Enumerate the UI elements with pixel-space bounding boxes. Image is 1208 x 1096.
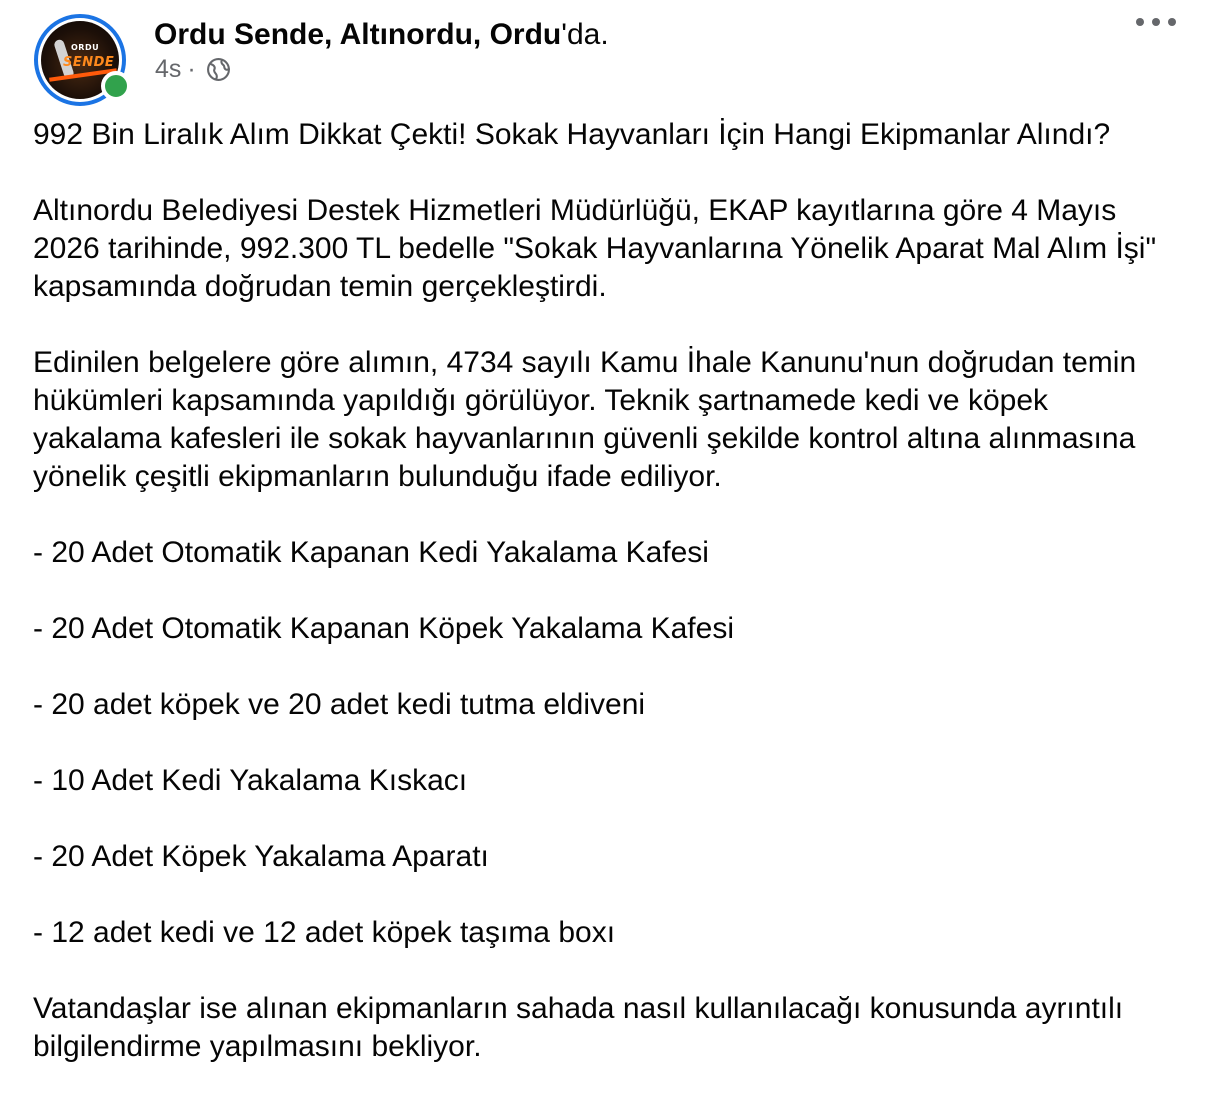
- meta-separator: ·: [187, 54, 196, 83]
- list-item: - 20 Adet Köpek Yakalama Aparatı: [33, 840, 489, 873]
- avatar-logo-text-top: ORDU: [71, 43, 100, 52]
- location-suffix: 'da.: [561, 18, 609, 51]
- location-link[interactable]: Altınordu, Ordu: [339, 18, 562, 51]
- dot: [1168, 18, 1176, 26]
- post-paragraph-1: Altınordu Belediyesi Destek Hizmetleri Müdürlüğü, EKAP kayıtlarına göre 4 Mayıs 2026 tarihinde, 992.300 TL bedelle "Sokak Hayvanlarına Yönelik Aparat Mal Alım İşi" kapsamında doğrudan temin gerçekleştirdi.: [33, 194, 1165, 303]
- list-item: - 20 Adet Otomatik Kapanan Köpek Yakalama Kafesi: [33, 612, 734, 645]
- globe-icon[interactable]: [206, 57, 231, 82]
- dot: [1136, 18, 1144, 26]
- online-status-indicator: [101, 71, 131, 101]
- post-meta: [155, 54, 231, 84]
- post-title: 992 Bin Liralık Alım Dikkat Çekti! Sokak Hayvanları İçin Hangi Ekipmanlar Alındı?: [33, 118, 1111, 151]
- post-header: [0, 0, 1208, 110]
- list-item: - 20 Adet Otomatik Kapanan Kedi Yakalama Kafesi: [33, 536, 709, 569]
- list-item: - 12 adet kedi ve 12 adet köpek taşıma boxı: [33, 916, 616, 949]
- post-timestamp[interactable]: 4s: [155, 54, 182, 83]
- location-separator: ,: [324, 18, 340, 51]
- dot: [1152, 18, 1160, 26]
- avatar-logo-text-bottom: SENDE: [63, 55, 115, 70]
- more-options-icon[interactable]: [1136, 12, 1176, 32]
- post-paragraph-2: Edinilen belgelere göre alımın, 4734 sayılı Kamu İhale Kanunu'nun doğrudan temin hükümleri kapsamında yapıldığı görülüyor. Teknik şartnamede kedi ve köpek yakalama kafesleri ile sokak hayvanlarının güvenli şekilde kontrol altına alınmasına yönelik çeşitli ekipmanların bulunduğu ifade ediliyor.: [33, 346, 1145, 493]
- list-item: - 20 adet köpek ve 20 adet kedi tutma eldiveni: [33, 688, 646, 721]
- author-line: [154, 16, 609, 54]
- author-name-link[interactable]: Ordu Sende: [154, 18, 325, 51]
- post-body: [33, 116, 1183, 1066]
- list-item: - 10 Adet Kedi Yakalama Kıskacı: [33, 764, 468, 797]
- post-closing: Vatandaşlar ise alınan ekipmanların sahada nasıl kullanılacağı konusunda ayrıntılı bilgilendirme yapılmasını bekliyor.: [33, 992, 1132, 1063]
